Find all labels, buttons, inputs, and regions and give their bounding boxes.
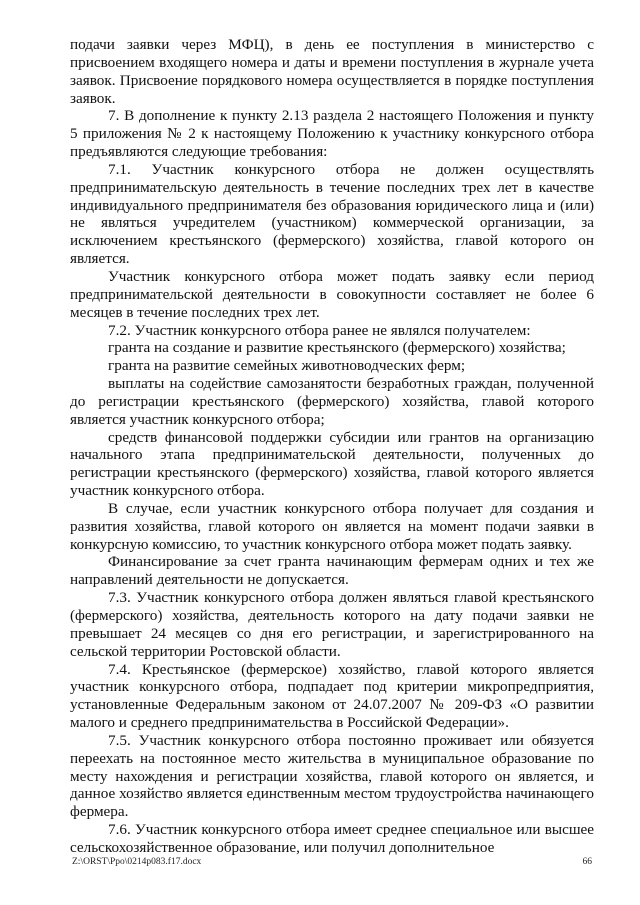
paragraph-0: подачи заявки через МФЦ), в день ее поступления в министерство с присвоением входящего номера и даты и времени поступления в журнале учета заявок. Присвоение порядкового номера осуществляется в порядке поступления заявок. — [70, 36, 594, 107]
page-number: 66 — [582, 857, 592, 867]
paragraph-5: гранта на создание и развитие крестьянского (фермерского) хозяйства; — [108, 339, 566, 357]
paragraph-2: 7.1. Участник конкурсного отбора не должен осуществлять предпринимательскую деятельность в течение последних трех лет в качестве индивидуального предпринимателя без образования юридического лица и (или) не являться учредителем (участником) коммерческой организации, за исключением крестьянского (фермерского) хозяйства, главой которого он является. — [70, 160, 594, 268]
paragraph-11: 7.3. Участник конкурсного отбора должен являться главой крестьянского (фермерского) хозяйства, деятельность которого на дату подачи заявки не превышает 24 месяцев со дня его регистрации, и зарегистрированного на сельской территории Ростовской области. — [70, 589, 594, 660]
paragraph-1: 7. В дополнение к пункту 2.13 раздела 2 настоящего Положения и пункту 5 приложения № 2 к настоящему Положению к участнику конкурсного отбора предъявляются следующие требования: — [70, 107, 594, 161]
paragraph-10: Финансирование за счет гранта начинающим фермерам одних и тех же направлений деятельности не допускается. — [70, 553, 594, 589]
paragraph-12: 7.4. Крестьянское (фермерское) хозяйство, главой которого является участник конкурсного отбора, подпадает под критерии микропредприятия, установленные Федеральным законом от 24.07.2007 № 209-ФЗ «О развитии малого и среднего предпринимательства в Российской Федерации». — [70, 660, 594, 732]
document-body — [70, 36, 594, 857]
paragraph-9: В случае, если участник конкурсного отбора получает для создания и развития хозяйства, главой которого он является на момент подачи заявки в конкурсную комиссию, то участник конкурсного отбора может подать заявку. — [70, 499, 594, 553]
paragraph-8: средств финансовой поддержки субсидии или грантов на организацию начального этапа предпринимательской деятельности, полученных до регистрации крестьянского (фермерского) хозяйства, главой которого является участник конкурсного отбора. — [70, 428, 594, 500]
paragraph-7: выплаты на содействие самозанятости безработных граждан, полученной до регистрации крестьянского (фермерского) хозяйства, главой которого является участник конкурсного отбора; — [70, 375, 594, 428]
paragraph-14: 7.6. Участник конкурсного отбора имеет среднее специальное или высшее сельскохозяйственное образование, или получил дополнительное — [70, 821, 594, 856]
footer-file-path: Z:\ORST\Ppo\0214p083.f17.docx — [72, 857, 202, 867]
paragraph-3: Участник конкурсного отбора может подать заявку если период предпринимательской деятельности в совокупности составляет не более 6 месяцев в течение последних трех лет. — [70, 267, 594, 321]
paragraph-4: 7.2. Участник конкурсного отбора ранее не являлся получателем: — [108, 321, 531, 339]
paragraph-6: гранта на развитие семейных животноводческих ферм; — [108, 357, 466, 375]
paragraph-13: 7.5. Участник конкурсного отбора постоянно проживает или обязуется переехать на постоянное место жительства в муниципальное образование по месту нахождения и регистрации хозяйства, главой которого он является, и данное хозяйство является единственным местом трудоустройства начинающего фермера. — [70, 731, 594, 821]
